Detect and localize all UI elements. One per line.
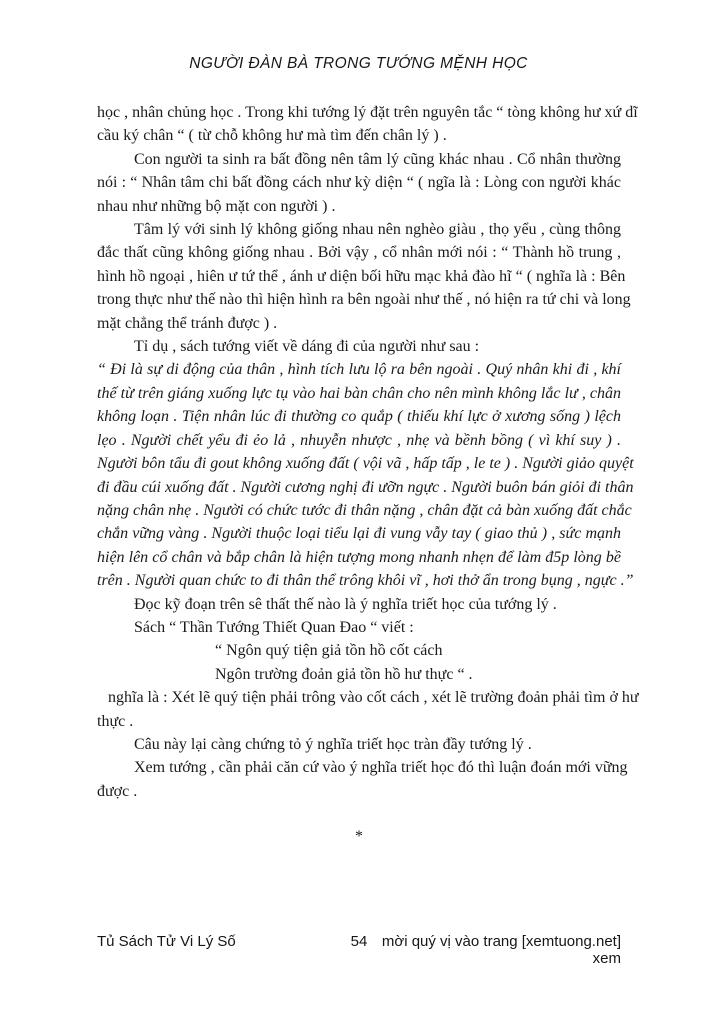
text-line: đi đầu cúi xuống đất . Người cương nghị đi ưỡn ngực . Người buôn bán giỏi đi thân xyxy=(97,478,634,496)
text-line: Đọc kỹ đoạn trên sê thất thế nào là ý nghĩa triết học của tướng lý . xyxy=(134,595,557,613)
page-footer xyxy=(97,933,621,967)
text-line: Câu này lại càng chứng tỏ ý nghĩa triết học tràn đầy tướng lý . xyxy=(134,735,532,753)
text-line: Sách “ Thần Tướng Thiết Quan Đao “ viết : xyxy=(134,618,414,636)
text-line: thực . xyxy=(97,712,134,730)
text-line: hiện lên cổ chân và bắp chân là hiện tượng mong nhanh nhẹn để làm đ5p lòng bề xyxy=(97,548,621,566)
footer-series-title: Tủ Sách Tử Vi Lý Số xyxy=(97,933,236,950)
footer-website-note: mời quý vị vào trang [xemtuong.net] xem xyxy=(381,933,621,967)
page-text xyxy=(97,101,639,849)
text-line: Ngôn trường đoản giả tồn hồ hư thực “ . xyxy=(215,665,473,683)
text-line: nặng chân nhẹ . Người có chức tước đi thân nặng , chân đặt cả bàn xuống đất chắc xyxy=(97,501,632,519)
text-line: Xem tướng , cần phải căn cứ vào ý nghĩa triết học đó thì luận đoán mới vững xyxy=(134,759,628,777)
text-line: * xyxy=(355,828,363,846)
text-line: cầu ký chân “ ( từ chỗ không hư mà tìm đến chân lý ) . xyxy=(97,127,447,145)
text-line: học , nhân chủng học . Trong khi tướng lý đặt trên nguyên tắc “ tòng không hư xứ dĩ xyxy=(97,104,638,121)
text-line: trong thực như thế nào thì hiện hình ra bên ngoài như thế , nó hiện ra tứ chi và long xyxy=(97,291,631,309)
text-line: được . xyxy=(97,782,138,800)
text-line: “ Đi là sự di động của thân , hình tích lưu lộ ra bên ngoài . Quý nhân khi đi , khí xyxy=(97,361,621,379)
text-line: nghĩa là : Xét lẽ quý tiện phải trông vào cốt cách , xét lẽ trường đoản phải tìm ở hư xyxy=(108,689,639,707)
text-line: Tỉ dụ , sách tướng viết về dáng đi của người như sau : xyxy=(134,338,480,356)
text-line: đắc thất cũng không giống nhau . Bởi vậy , cổ nhân mới nói : “ Thành hồ trung , xyxy=(97,244,621,262)
text-line: lẹo . Người chết yểu đi ẻo lả , nhuyễn nhược , nhẹ và bềnh bồng ( vì khí suy ) . xyxy=(97,431,621,449)
text-line: Tâm lý với sinh lý không giống nhau nên nghèo giàu , thọ yểu , cùng thông xyxy=(134,221,621,239)
text-line: trên . Người quan chức to đi thân thể trông khôi vĩ , hơi thở ẩn trong bụng , ngực .” xyxy=(97,572,634,590)
text-line: “ Ngôn quý tiện giả tồn hồ cốt cách xyxy=(215,642,443,660)
text-line: Con người ta sinh ra bất đồng nên tâm lý cũng khác nhau . Cổ nhân thường xyxy=(134,150,621,168)
text-line: mặt chẳng thể tránh được ) . xyxy=(97,314,278,332)
text-line: hình hồ ngoại , hiên ư tứ thể , ánh ư diện bối hữu mạc khả đào hĩ “ ( nghĩa là : Bên xyxy=(97,267,626,285)
text-line: chắn vững vàng . Người thuộc loại tiểu lại đi vung vẫy tay ( giao thủ ) , sức mạnh xyxy=(97,525,621,543)
page-title: NGƯỜI ĐÀN BÀ TRONG TƯỚNG MỆNH HỌC xyxy=(189,55,528,72)
text-line: không loạn . Tiện nhân lúc đi thường co quắp ( thiếu khí lực ở xương sống ) lệch xyxy=(97,408,621,426)
text-line: thế từ trên giáng xuống lực tụ vào hai bàn chân cho nên mình không lắc lư , chân xyxy=(97,384,621,402)
text-line: nói : “ Nhân tâm chi bất đồng cách như kỳ diện “ ( ngĩa là : Lòng con người khác xyxy=(97,174,621,192)
text-line: Người bôn tẩu đi gout không xuống đất ( vội vã , hấp tấp , le te ) . Người giảo quyệt xyxy=(97,455,634,473)
footer-page-number: 54 xyxy=(350,933,368,950)
text-line: nhau như những bộ mặt con người ) . xyxy=(97,197,336,215)
